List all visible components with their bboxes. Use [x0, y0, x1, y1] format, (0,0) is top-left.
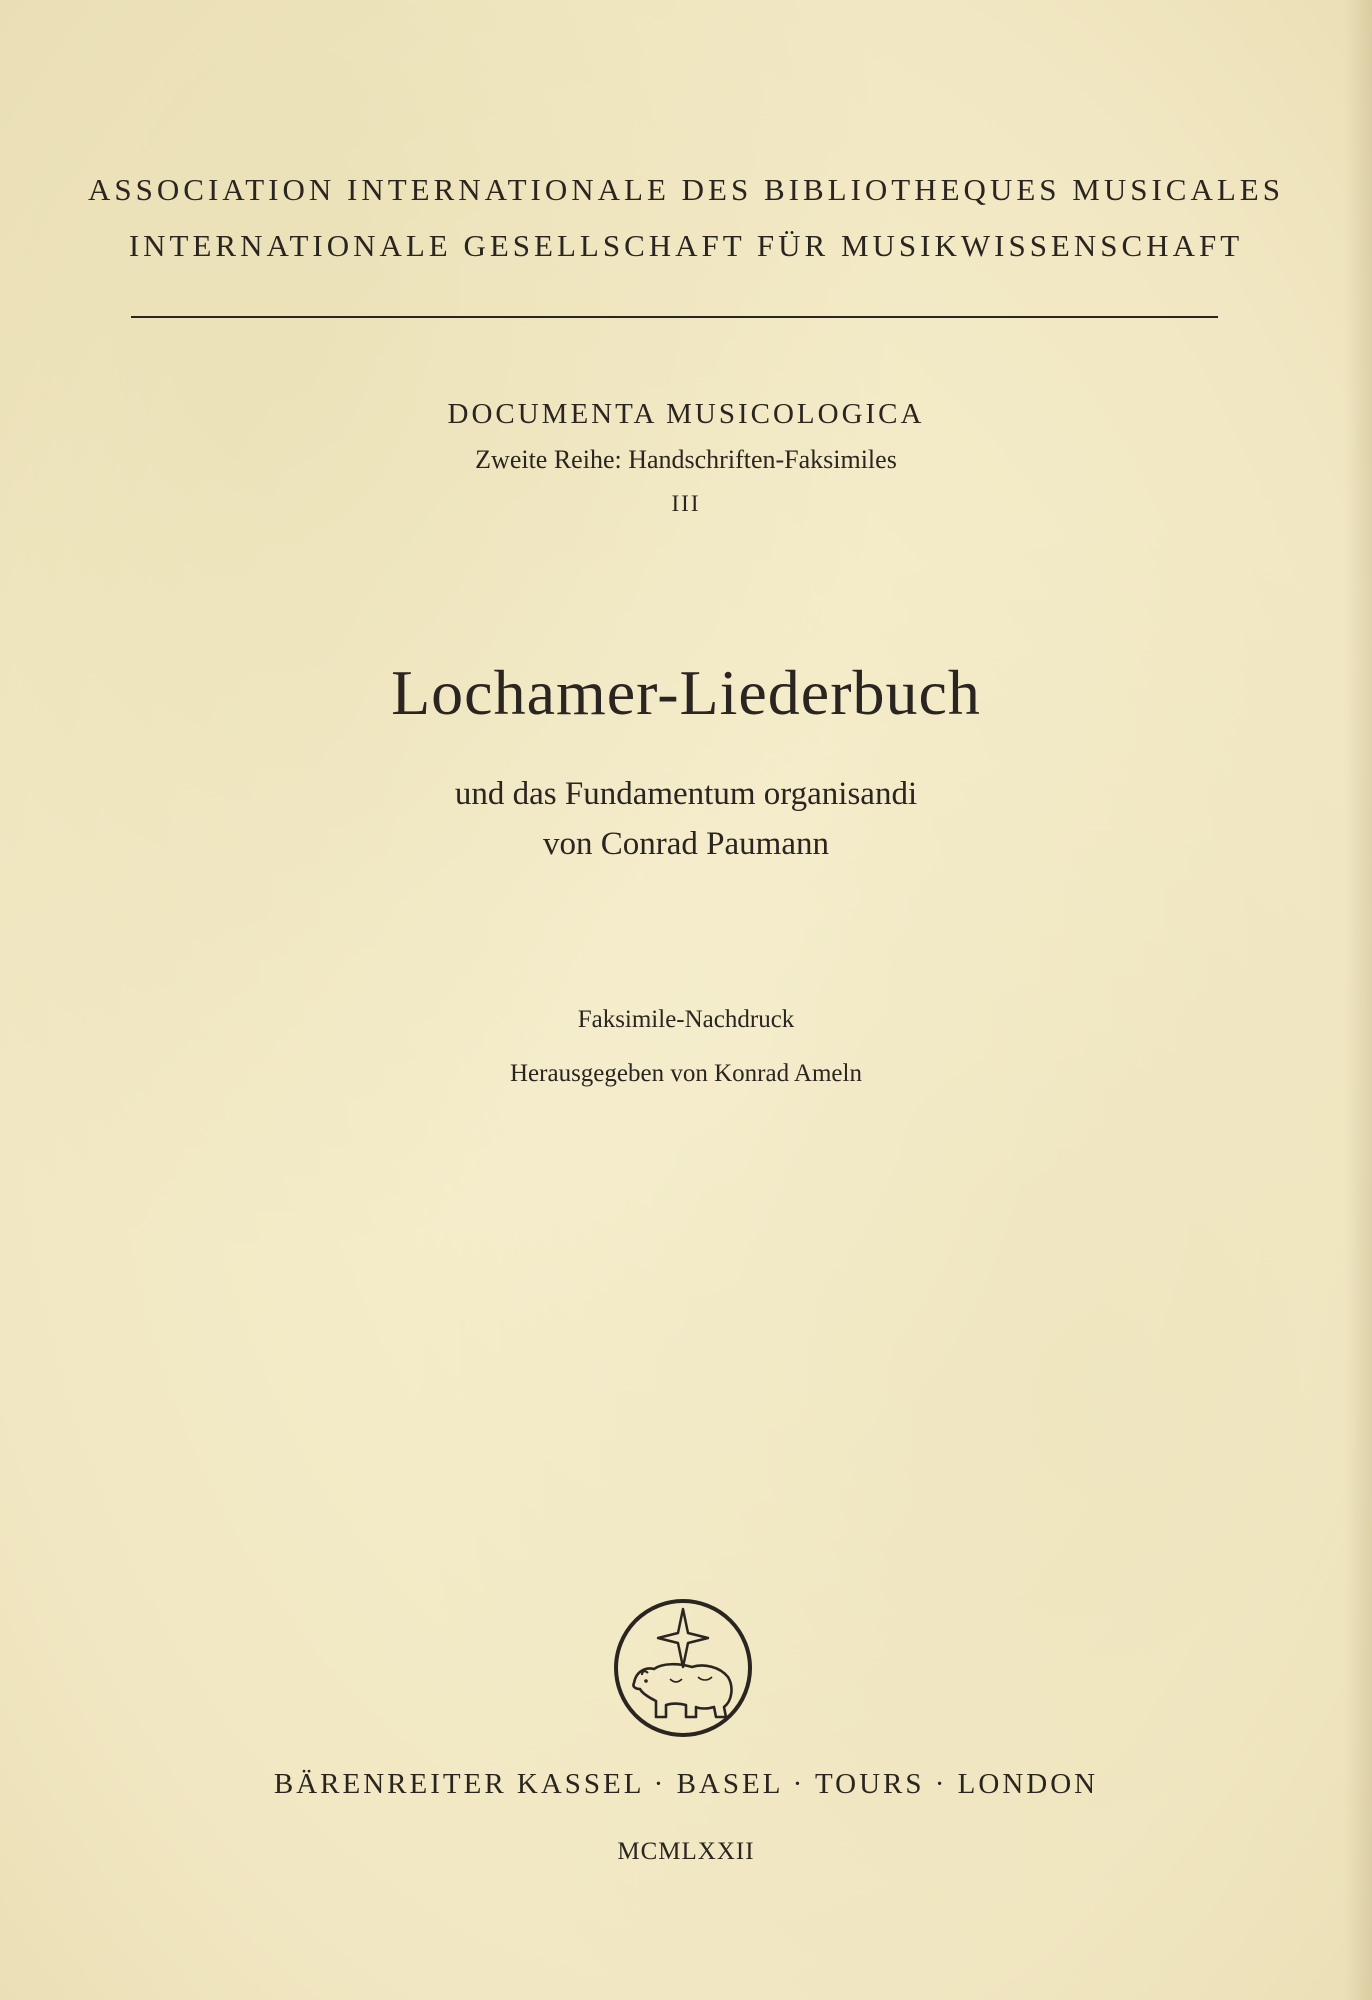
book-subtitle-line-1: und das Fundamentum organisandi: [454, 776, 918, 812]
edition-type: Faksimile-Nachdruck: [577, 1006, 795, 1033]
series-volume: III: [671, 491, 701, 516]
series-subtitle: Zweite Reihe: Handschriften-Faksimiles: [475, 445, 897, 474]
bear-star-emblem-icon: [612, 1597, 754, 1739]
horizontal-rule: [131, 316, 1218, 318]
publication-year: MCMLXXII: [617, 1838, 755, 1865]
book-subtitle-line-2: von Conrad Paumann: [543, 826, 829, 862]
publisher-imprint: BÄRENREITER KASSEL · BASEL · TOURS · LONDON: [273, 1768, 1099, 1800]
series-name: DOCUMENTA MUSICOLOGICA: [447, 398, 925, 430]
organization-line-2: INTERNATIONALE GESELLSCHAFT FÜR MUSIKWISSENSCHAFT: [128, 228, 1244, 263]
organization-line-1: ASSOCIATION INTERNATIONALE DES BIBLIOTHEQUES MUSICALES: [88, 172, 1284, 207]
editor-credit: Herausgegeben von Konrad Ameln: [510, 1060, 862, 1087]
book-title: Lochamer-Liederbuch: [391, 657, 981, 728]
